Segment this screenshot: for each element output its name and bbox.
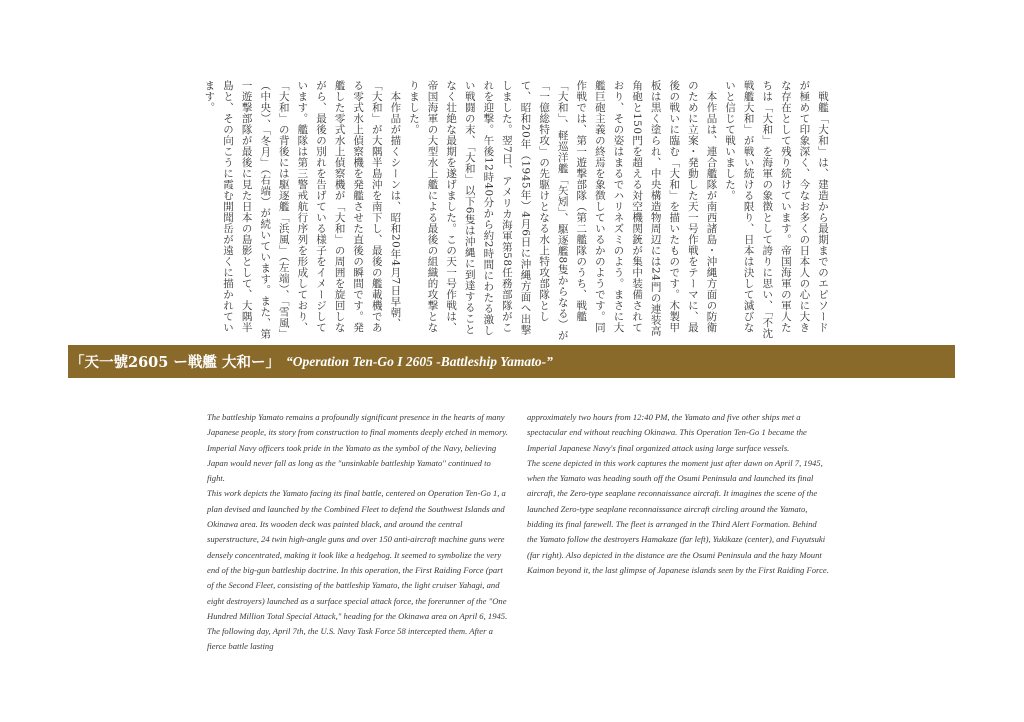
title-english: “Operation Ten-Go I 2605 -Battleship Yamato-”	[285, 353, 553, 369]
english-column-right	[527, 410, 829, 578]
japanese-paragraph-1: 戦艦「大和」は、建造から最期までのエピソードが極めて印象深く、今なお多くの日本人の心に大きな存在として残り続けています。帝国海軍の軍人たちは「大和」を海軍の象徴として誇りに思い、「不沈戦艦大和」が戦い続ける限り、日本は決して滅びないと信じて戦いました。	[724, 80, 829, 339]
japanese-paragraph-3: 本作品が描くシーンは、昭和20年4月7日早朝、「大和」が大隅半島沖を南下し、最後の艦載機である零式水上偵察機を発艦させた直後の瞬間です。発艦した零式水上偵察機が「大和」の周囲を旋回しながら、最後の別れを告げている様子をイメージしています。艦隊は第三警戒航行序列を形成しており、「大和」の背後には駆逐艦「浜風」（左端）、「雪風」（中央）、「冬月」（右端）が続いています。また、第一遊撃部隊が最後に見た日本の島影として、大隅半島と、その向こうに霞む開聞岳が遠くに描かれています。	[203, 80, 402, 340]
english-left-paragraph-1: The battleship Yamato remains a profoundly significant presence in the hearts of many Japanese people, its story from construction to final moments deeply etched in memory. Imperial Navy officers took pride in the Yamato as the symbol of the Navy, believing Japan would never fall as long as the "unsinkable battleship Yamato" continued to fight.	[207, 412, 508, 484]
japanese-vertical-text	[196, 80, 832, 342]
english-left-paragraph-2: This work depicts the Yamato facing its final battle, centered on Operation Ten-Go 1, a plan devised and launched by the Combined Fleet to defend the Southwest Islands and Okinawa area. Its wooden deck was painted black, and around the central superstructure, 24 twin high-angle guns and over 150 anti-aircraft machine guns were densely concentrated, making it look like a hedgehog. It seemed to symbolize the very end of the big-gun battleship doctrine. In this operation, the First Raiding Force (part of the Second Fleet, consisting of the battleship Yamato, the light cruiser Yahagi, and eight destroyers) launched as a surface special attack force, the forerunner of the "One Hundred Million Total Special Attack," heading for the Okinawa area on April 6, 1945. The following day, April 7th, the U.S. Navy Task Force 58 intercepted them. After a fierce battle lasting	[207, 488, 508, 652]
japanese-paragraph-2: 本作品は、連合艦隊が南西諸島・沖縄方面の防衛のために立案・発動した天一号作戦をテーマに、最後の戦いに臨む「大和」を描いたものです。木製甲板は黒く塗られ、中央構造物周辺には24門の連装高角砲と150門を超える対空機関銃が集中装備されており、その姿はまるでハリネズミのよう。まさに大艦巨砲主義の終焉を象徴しているかのようです。同作戦では、第一遊撃部隊（第二艦隊のうち、戦艦「大和」、軽巡洋艦「矢矧」、駆逐艦8隻からなる）が「一億総特攻」の先駆けとなる水上特攻部隊として、昭和20年（1945年）4月6日に沖縄方面へ出撃しました。翌7日、アメリカ海軍第58任務部隊がこれを迎撃。午後12時40分から約2時間にわたる激しい戦闘の末、「大和」以下6隻は沖縄に到達することなく壮絶な最期を遂げました。この天一号作戦は、帝国海軍の大型水上艦による最後の組織的攻撃となりました。	[407, 80, 718, 341]
title-japanese: 「天一號2605 ー戦艦 大和ー」	[70, 354, 280, 371]
english-right-paragraph-2: The scene depicted in this work captures the moment just after dawn on April 7, 1945, when the Yamato was heading south off the Osumi Peninsula and launched its final aircraft, the Zero-type seaplane reconnaissance aircraft. It imagines the scene of the launched Zero-type seaplane reconnaissance aircraft circling around the Yamato, bidding its final farewell. The fleet is arranged in the Third Alert Formation. Behind the Yamato follow the destroyers Hamakaze (far left), Yukikaze (center), and Fuyutsuki (far right). Also depicted in the distance are the Osumi Peninsula and the hazy Mount Kaimon beyond it, the last glimpse of Japanese islands seen by the First Raiding Force.	[527, 457, 829, 575]
title-bar	[68, 345, 955, 378]
english-right-paragraph-1: approximately two hours from 12:40 PM, the Yamato and five other ships met a spectacular end without reaching Okinawa. This Operation Ten-Go 1 became the Imperial Japanese Navy's final organized attack using large surface vessels.	[527, 412, 807, 453]
english-column-left	[207, 410, 509, 655]
